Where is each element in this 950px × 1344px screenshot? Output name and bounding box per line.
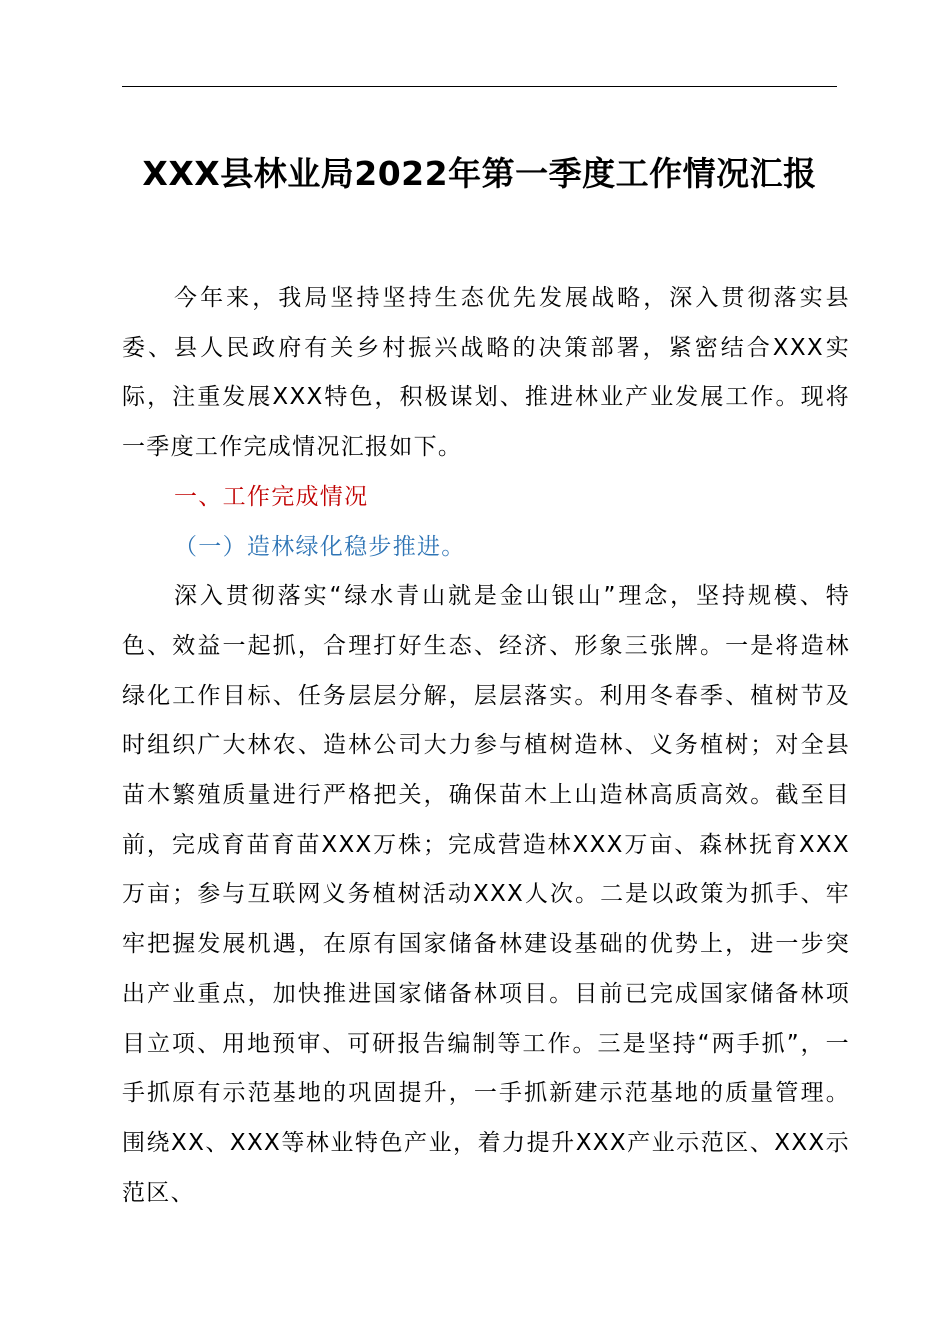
intro-paragraph: 今年来，我局坚持坚持生态优先发展战略，深入贯彻落实县委、县人民政府有关乡村振兴战略的决策部署，紧密结合XXX实际，注重发展XXX特色，积极谋划、推进林业产业发展工作。现将一季度工作完成情况汇报如下。 [122, 285, 850, 461]
header-rule [122, 86, 837, 87]
subsection-heading: （一）造林绿化稳步推进。 [174, 533, 466, 560]
document-title: XXX县林业局2022年第一季度工作情况汇报 [142, 154, 817, 193]
subsection-body: 深入贯彻落实“绿水青山就是金山银山”理念，坚持规模、特色、效益一起抓，合理打好生态、经济、形象三张牌。一是将造林绿化工作目标、任务层层分解，层层落实。利用冬春季、植树节及时组织广大林农、造林公司大力参与植树造林、义务植树；对全县苗木繁殖质量进行严格把关，确保苗木上山造林高质高效。截至目前，完成育苗育苗XXX万株；完成营造林XXX万亩、森林抚育XXX万亩；参与互联网义务植树活动XXX人次。二是以政策为抓手、牢牢把握发展机遇，在原有国家储备林建设基础的优势上，进一步突出产业重点，加快推进国家储备林项目。目前已完成国家储备林项目立项、用地预审、可研报告编制等工作。三是坚持“两手抓”，一手抓原有示范基地的巩固提升，一手抓新建示范基地的质量管理。围绕XX、XXX等林业特色产业，着力提升XXX产业示范区、XXX示范区、 [122, 583, 850, 1206]
section-heading: 一、工作完成情况 [174, 483, 369, 510]
document-body [122, 274, 850, 1218]
